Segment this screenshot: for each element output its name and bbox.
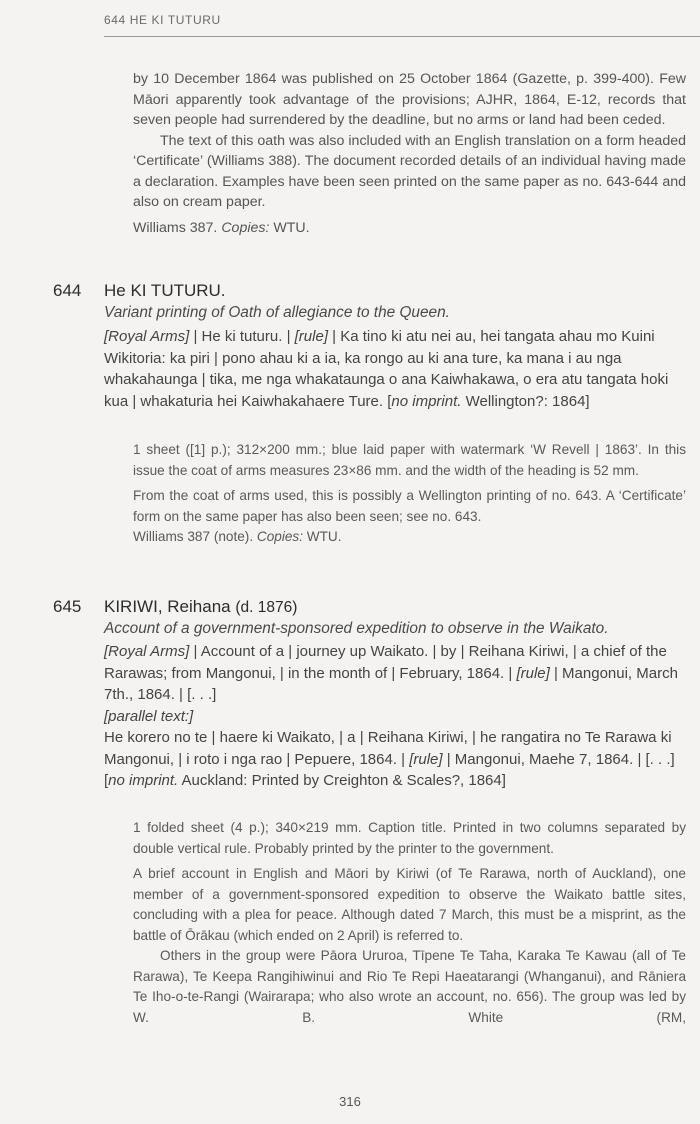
author-dates: (d. 1876) [235, 599, 298, 616]
transcription-text: | Ka tino ki atu nei au, hei tangata ahau mo Kuini Wikitoria: ka piri | pono ahau ki a ia, ka rongo au ki ana ture, ka mana i au nga whakahaunga | tika, me nga whakataunga o ana Kaiwhakawa, o era atu tangata hoki kua | whakaturia hei Kaiwhakahaere Ture. [ [104, 328, 669, 410]
copies-label: Copies: [256, 529, 303, 544]
entry-number-644: 644 [53, 281, 82, 300]
rule-label: [rule] [409, 750, 443, 768]
copies-location: WTU. [273, 219, 310, 236]
rule-label: [rule] [516, 664, 550, 682]
header-rule [104, 36, 700, 37]
entry-subtitle-645: Account of a government-sponsored expedition to observe in the Waikato. [104, 620, 609, 637]
reference-line [133, 527, 686, 548]
continuation-block [133, 69, 686, 238]
page-number: 316 [339, 1094, 361, 1109]
reference-line [133, 218, 686, 239]
notes-645 [133, 818, 686, 1028]
rule-label: [rule] [294, 328, 328, 345]
transcription-text: | Account of a | journey up Waikato. | by | Reihana Kiriwi, | a chief of the Rarawas; from Mangonui, | in the month of | February, 1864. | [104, 643, 667, 682]
transcription-text: | Mangonui, March 7th., 1864. | [. . .] [104, 664, 678, 703]
entry-heading-644: He KI TUTURU. [104, 281, 226, 300]
reference-text: Williams 387. [133, 219, 218, 236]
parallel-text-label: [parallel text:] [104, 707, 194, 725]
physical-description: 1 folded sheet (4 p.); 340×219 mm. Caption title. Printed in two columns separated by double vertical rule. Probably printed by the printer to the government. [133, 820, 686, 856]
no-imprint-label: no imprint. [391, 392, 462, 410]
transcription-text: Wellington?: 1864] [461, 392, 590, 410]
notes-644 [133, 440, 686, 548]
note-paragraph: A brief account in English and Māori by Kiriwi (of Te Rarawa, north of Auckland), one member of a government-sponsored expedition to observe the Waikato battle sites, concluding with a plea for peace. Although dated 7 March, this must be a misprint, as the battle of Ōrākau (which ended on 2 April) is referred to. [133, 866, 686, 943]
entry-number-645: 645 [53, 597, 82, 616]
transcription-text: | He ki tuturu. | [189, 328, 295, 345]
reference-text: Williams 387 (note). [133, 529, 254, 544]
note-paragraph: From the coat of arms used, this is possibly a Wellington printing of no. 643. A ‘Certificate’ form on the same paper has also been seen; see no. 643. [133, 488, 686, 524]
entry-heading-645 [104, 597, 297, 617]
copies-label: Copies: [221, 219, 270, 236]
continuation-paragraph-2: The text of this oath was also included with an English translation on a form headed ‘Certificate’ (Williams 388). The document recorded details of an individual having made a declaration. Examples have been seen printed on the same paper as no. 643-644 and also on cream paper. [133, 132, 686, 210]
transcription-645 [104, 641, 682, 792]
transcription-text: Auckland: Printed by Creighton & Scales?, 1864] [178, 772, 506, 789]
royal-arms-label: [Royal Arms] [104, 328, 190, 345]
note-paragraph-2: Others in the group were Pāora Ururoa, Tīpene Te Taha, Karaka Te Kawau (all of Te Rarawa), Te Keepa Rangihiwinui and Rio Te Repi Haeatarangi (Whanganui), and Rāniera Te Iho-o-te-Rangi (Wairarapa; who also wrote an account, no. 656). The group was led by W. B. White (RM, [133, 948, 686, 1025]
running-head: 644 HE KI TUTURU [104, 13, 221, 27]
physical-description: 1 sheet ([1] p.); 312×200 mm.; blue laid paper with watermark ‘W Revell | 1863’. In this issue the coat of arms measures 23×86 mm. and the width of the heading is 52 mm. [133, 442, 686, 478]
royal-arms-label: [Royal Arms] [104, 643, 190, 660]
transcription-644 [104, 326, 682, 412]
transcription-text: He korero no te | haere ki Waikato, | a | Reihana Kiriwi, | he rangatira no Te Rarawa ki Mangonui, | i roto i nga rao | Pepuere, 1864. | [104, 729, 672, 768]
entry-subtitle-644: Variant printing of Oath of allegiance to the Queen. [104, 304, 450, 321]
transcription-text: | Mangonui, Maehe 7, 1864. | [. . .] [ [104, 750, 675, 789]
no-imprint-label: no imprint. [108, 772, 179, 789]
continuation-paragraph: by 10 December 1864 was published on 25 October 1864 (Gazette, p. 399-400). Few Māori apparently took advantage of the provisions; AJHR, 1864, E-12, records that seven people had surrendered by the deadline, but no arms or land had been ceded. [133, 71, 686, 128]
copies-location: WTU. [306, 529, 342, 544]
author-name: KIRIWI, Reihana [104, 597, 231, 616]
